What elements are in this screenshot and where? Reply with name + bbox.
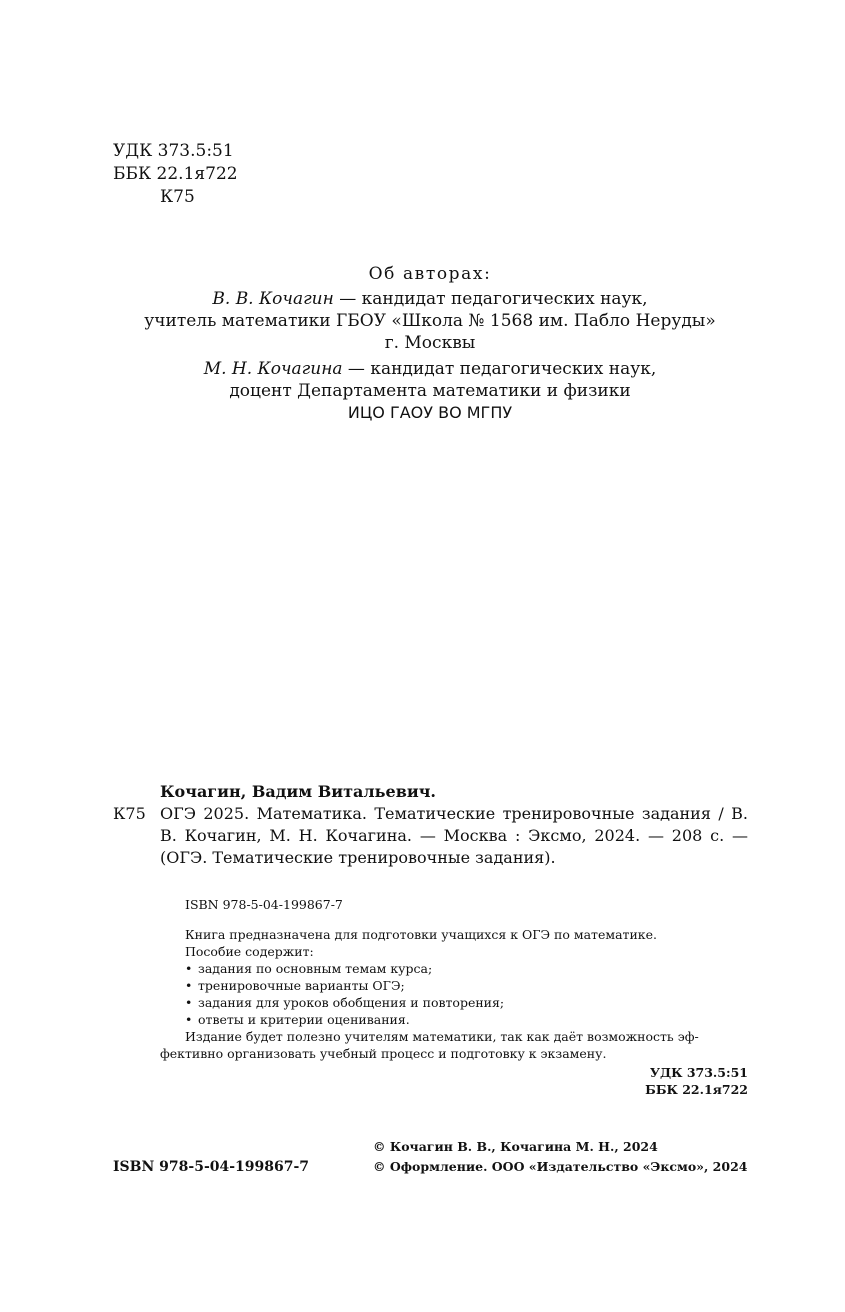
bullet-icon: • (185, 961, 193, 976)
author2-position: доцент Департамента математики и физики (229, 381, 631, 401)
annotation-closing-line2: фективно организовать учебный процесс и подготовку к экзамену. (160, 1046, 607, 1061)
author1-degree: — кандидат педагогических наук, (333, 289, 648, 309)
author-mark: К75 (160, 187, 195, 207)
author1-city: г. Москвы (384, 333, 476, 353)
bottom-classification (600, 1064, 748, 1098)
annotation (160, 926, 748, 1062)
author2-bio (0, 358, 845, 424)
annotation-contains: Пособие содержит: (185, 944, 314, 959)
list-item: • тренировочные варианты ОГЭ; (185, 978, 405, 993)
author2-name: М. Н. Кочагина (203, 359, 343, 379)
bottom-udk: УДК 373.5:51 (649, 1065, 748, 1080)
bbk-code: ББК 22.1я722 (113, 164, 238, 184)
classification-block (113, 140, 238, 209)
list-item: • задания по основным темам курса; (185, 961, 433, 976)
annotation-list (160, 960, 748, 1028)
list-item: • задания для уроков обобщения и повторения; (185, 995, 505, 1010)
bullet-icon: • (185, 1012, 193, 1027)
annotation-closing-line1: Издание будет полезно учителям математики, так как даёт возможность эф- (185, 1029, 699, 1044)
author1-name: В. В. Кочагин (212, 289, 334, 309)
author2-institution: ИЦО ГАОУ ВО МГПУ (347, 403, 513, 422)
record-code: К75 (113, 804, 146, 823)
copyright-authors: © Кочагин В. В., Кочагина М. Н., 2024 (373, 1139, 658, 1154)
list-item: • ответы и критерии оценивания. (185, 1012, 410, 1027)
annotation-intro: Книга предназначена для подготовки учащихся к ОГЭ по математике. (185, 927, 657, 942)
about-authors (0, 263, 845, 428)
copyright-design: © Оформление. ООО «Издательство «Эксмо», 2024 (373, 1159, 748, 1174)
isbn-footer: ISBN 978-5-04-199867-7 (113, 1159, 310, 1175)
author2-degree: — кандидат педагогических наук, (342, 359, 657, 379)
record-text: ОГЭ 2025. Математика. Тематические тренировочные задания / В. В. Кочагин, М. Н. Кочагина. — Москва : Эксмо, 2024. — 208 с. — (ОГЭ. Тематические тренировочные задания). (160, 804, 748, 867)
about-heading: Об авторах: (368, 264, 492, 284)
author1-position: учитель математики ГБОУ «Школа № 1568 им. Пабло Неруды» (144, 311, 716, 331)
author1-bio (0, 288, 845, 354)
copyright-block (373, 1137, 747, 1177)
bullet-icon: • (185, 978, 193, 993)
record-author: Кочагин, Вадим Витальевич. (160, 782, 436, 801)
bullet-icon: • (185, 995, 193, 1010)
record-isbn: ISBN 978-5-04-199867-7 (185, 897, 343, 912)
record-description (160, 803, 748, 869)
bottom-bbk: ББК 22.1я722 (645, 1082, 748, 1097)
udk-code: УДК 373.5:51 (113, 141, 234, 161)
